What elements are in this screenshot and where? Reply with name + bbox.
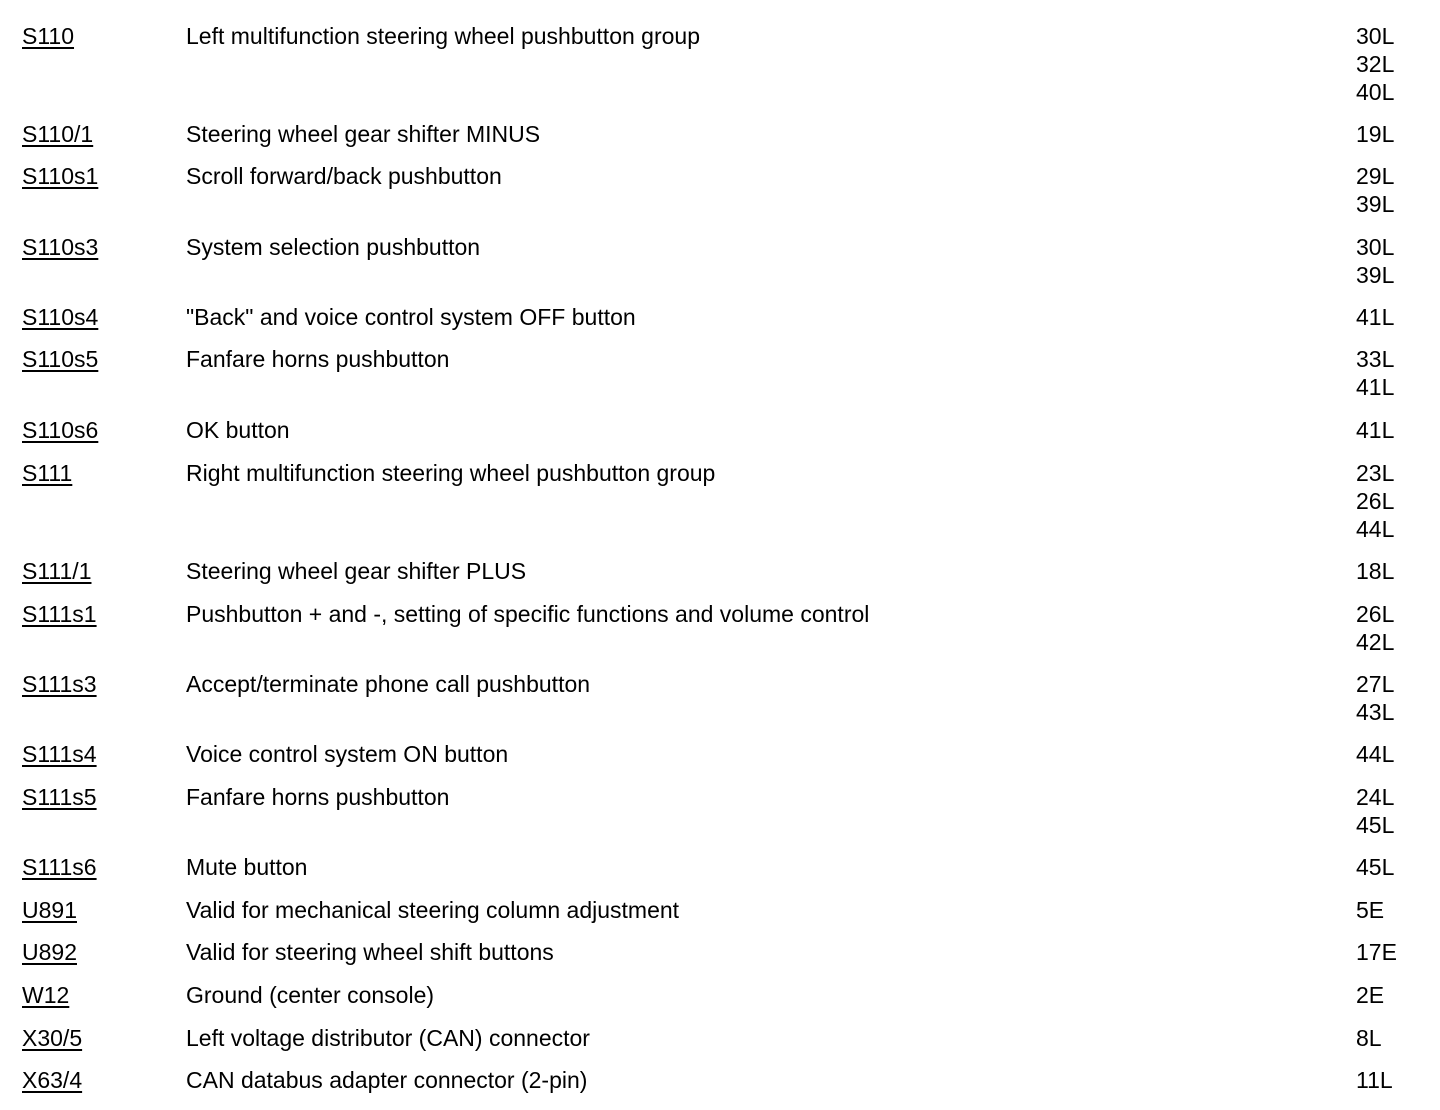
legend-code-cell [0,896,186,924]
legend-row [0,22,1440,105]
grid-reference: 26L [1356,488,1395,514]
grid-reference-list [1356,120,1440,148]
grid-reference: 19L [1356,121,1395,147]
legend-row [0,303,1440,331]
component-description: Pushbutton + and -, setting of specific functions and volume control [186,601,870,627]
legend-row [0,783,1440,838]
component-code-link[interactable]: X63/4 [22,1067,83,1093]
component-description: Fanfare horns pushbutton [186,784,450,810]
grid-reference: 5E [1356,897,1385,923]
component-code-link[interactable]: S110 [22,23,75,49]
grid-reference: 39L [1356,262,1395,288]
legend-code-cell [0,783,186,811]
grid-reference: 45L [1356,812,1395,838]
grid-reference-list [1356,938,1440,966]
component-description: Left multifunction steering wheel pushbutton group [186,23,700,49]
legend-code-cell [0,557,186,585]
grid-reference: 11L [1356,1067,1393,1093]
grid-reference: 42L [1356,629,1395,655]
legend-row [0,853,1440,881]
component-description: "Back" and voice control system OFF button [186,304,636,330]
component-description: Steering wheel gear shifter MINUS [186,121,541,147]
component-code-link[interactable]: W12 [22,982,70,1008]
grid-reference: 17E [1356,939,1397,965]
grid-reference: 41L [1356,417,1395,443]
component-description: Scroll forward/back pushbutton [186,163,502,189]
grid-reference-list [1356,416,1440,444]
legend-row [0,459,1440,542]
grid-reference: 30L [1356,23,1395,49]
grid-reference: 23L [1356,460,1395,486]
legend-row [0,120,1440,148]
legend-row [0,938,1440,966]
grid-reference-list [1356,233,1440,289]
legend-code-cell [0,233,186,261]
legend-code-cell [0,600,186,628]
legend-code-cell [0,22,186,50]
component-description: Voice control system ON button [186,741,509,767]
component-code-link[interactable]: X30/5 [22,1025,83,1051]
grid-reference: 44L [1356,516,1395,542]
grid-reference-list [1356,981,1440,1009]
grid-reference-list [1356,162,1440,218]
component-description: System selection pushbutton [186,234,481,260]
legend-code-cell [0,1066,186,1094]
component-code-link[interactable]: S111s6 [22,854,97,880]
legend-code-cell [0,1024,186,1052]
grid-reference: 33L [1356,346,1395,372]
legend-row [0,233,1440,288]
legend-row [0,345,1440,400]
component-code-link[interactable]: S110s6 [22,417,99,443]
component-description: Fanfare horns pushbutton [186,346,450,372]
legend-row [0,740,1440,768]
legend-row [0,670,1440,725]
component-code-link[interactable]: S110s4 [22,304,99,330]
grid-reference-list [1356,600,1440,656]
legend-code-cell [0,345,186,373]
legend-code-cell [0,162,186,190]
grid-reference-list [1356,557,1440,585]
component-code-link[interactable]: S110/1 [22,121,94,147]
grid-reference: 30L [1356,234,1395,260]
grid-reference: 27L [1356,671,1395,697]
legend-code-cell [0,670,186,698]
grid-reference: 32L [1356,51,1395,77]
component-description: Mute button [186,854,308,880]
component-description: CAN databus adapter connector (2-pin) [186,1067,588,1093]
legend-code-cell [0,981,186,1009]
grid-reference-list [1356,345,1440,401]
grid-reference: 43L [1356,699,1395,725]
legend-code-cell [0,853,186,881]
component-code-link[interactable]: S111s5 [22,784,97,810]
legend-row [0,896,1440,924]
grid-reference: 18L [1356,558,1395,584]
component-description: Accept/terminate phone call pushbutton [186,671,591,697]
component-description: Valid for mechanical steering column adjustment [186,897,680,923]
legend-row [0,1024,1440,1052]
grid-reference: 40L [1356,79,1395,105]
grid-reference: 2E [1356,982,1385,1008]
component-code-link[interactable]: S111s1 [22,601,97,627]
component-description: Valid for steering wheel shift buttons [186,939,554,965]
grid-reference-list [1356,303,1440,331]
legend-row [0,557,1440,585]
legend-code-cell [0,416,186,444]
grid-reference-list [1356,670,1440,726]
grid-reference: 44L [1356,741,1395,767]
component-description: Right multifunction steering wheel pushbutton group [186,460,716,486]
component-code-link[interactable]: S110s3 [22,234,99,260]
component-description: Steering wheel gear shifter PLUS [186,558,527,584]
component-code-link[interactable]: S111s3 [22,671,97,697]
component-code-link[interactable]: S111s4 [22,741,97,767]
grid-reference-list [1356,783,1440,839]
grid-reference: 29L [1356,163,1395,189]
component-code-link[interactable]: S111/1 [22,558,92,584]
grid-reference: 26L [1356,601,1395,627]
grid-reference-list [1356,853,1440,881]
legend-row [0,416,1440,444]
grid-reference: 41L [1356,304,1395,330]
grid-reference-list [1356,740,1440,768]
grid-reference-list [1356,896,1440,924]
grid-reference: 8L [1356,1025,1382,1051]
component-code-link[interactable]: S111 [22,460,73,486]
legend-row [0,1066,1440,1094]
component-description: Left voltage distributor (CAN) connector [186,1025,590,1051]
component-code-link[interactable]: S110s5 [22,346,99,372]
grid-reference: 24L [1356,784,1395,810]
grid-reference: 39L [1356,191,1395,217]
legend-code-cell [0,120,186,148]
component-code-link[interactable]: U891 [22,897,77,923]
legend-code-cell [0,303,186,331]
grid-reference: 45L [1356,854,1395,880]
grid-reference: 41L [1356,374,1395,400]
component-description: OK button [186,417,290,443]
legend-code-cell [0,740,186,768]
legend-row [0,981,1440,1009]
component-code-link[interactable]: U892 [22,939,77,965]
grid-reference-list [1356,1066,1440,1094]
grid-reference-list [1356,22,1440,106]
grid-reference-list [1356,459,1440,543]
component-code-link[interactable]: S110s1 [22,163,99,189]
legend-code-cell [0,459,186,487]
legend-code-cell [0,938,186,966]
grid-reference-list [1356,1024,1440,1052]
legend-row [0,600,1440,655]
legend-row [0,162,1440,217]
component-description: Ground (center console) [186,982,435,1008]
